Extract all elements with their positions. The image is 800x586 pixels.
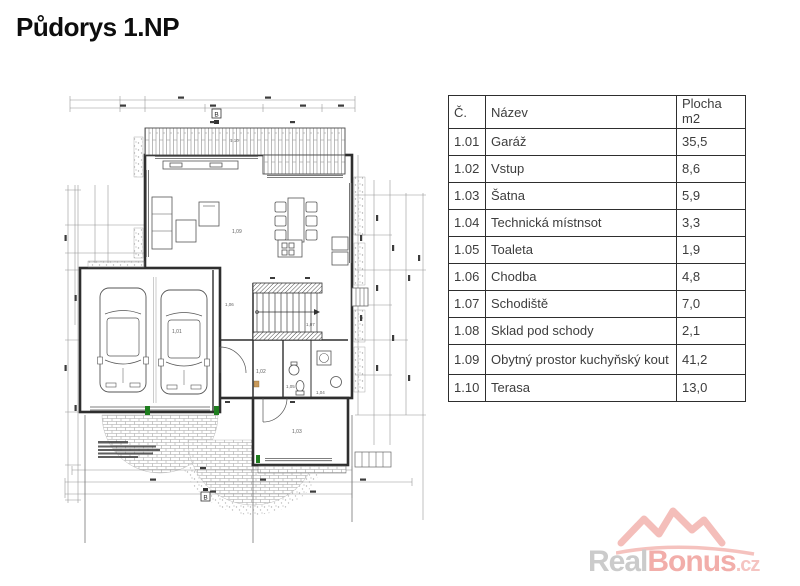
room-label-obytny: 1,09: [232, 229, 242, 235]
table-header-row: [449, 96, 746, 129]
room-label-terasa: 1,10: [230, 138, 239, 143]
watermark: [588, 503, 798, 583]
room-label-technicka: 1,04: [316, 390, 325, 395]
car-right: [159, 290, 210, 394]
room-label-satna: 1,03: [292, 429, 302, 435]
table-row: 1.06 Chodba 4,8: [449, 264, 746, 291]
room-label-schodiste: 1,07: [306, 322, 315, 327]
room-label-toaleta: 1,05: [286, 384, 295, 389]
table-row: 1.08 Sklad pod schody 2,1: [449, 318, 746, 345]
watermark-text: [588, 547, 759, 577]
header-area: Plocha m2: [677, 96, 746, 129]
page-title: Půdorys 1.NP: [16, 12, 180, 42]
kitchen-counter: [253, 283, 322, 293]
header-number: Č.: [449, 96, 486, 129]
entry-mat: [254, 381, 259, 387]
room-label-vstup: 1,02: [256, 369, 266, 375]
table-row: 1.07 Schodiště 7,0: [449, 291, 746, 318]
dining-set: [275, 198, 317, 242]
room-label-garaz: 1,01: [172, 329, 182, 335]
table-row: 1.02 Vstup 8,6: [449, 156, 746, 183]
car-left: [98, 288, 149, 392]
watermark-tld: .cz: [735, 554, 760, 576]
floor-plan: [60, 85, 445, 550]
exterior-steps: [355, 452, 391, 467]
side-entrance: [352, 288, 368, 306]
table-row: 1.04 Technická místnsot 3,3: [449, 210, 746, 237]
svg-text:B: B: [203, 494, 208, 502]
table-row: 1.05 Toaleta 1,9: [449, 237, 746, 264]
watermark-bonus: Bonus: [647, 545, 736, 578]
table-row: 1.09 Obytný prostor kuchyňský kout 41,2: [449, 345, 746, 375]
floor-plan-drawing: [60, 85, 445, 550]
table-row: 1.03 Šatna 5,9: [449, 183, 746, 210]
svg-text:B: B: [214, 111, 219, 119]
table-row: 1.10 Terasa 13,0: [449, 375, 746, 402]
table-row: 1.01 Garáž 35,5: [449, 129, 746, 156]
room-table: [448, 95, 745, 402]
stair-wall: [253, 332, 322, 340]
room-label-chodba: 1,06: [225, 302, 234, 307]
watermark-real: Real: [588, 545, 648, 578]
paving-strip: [258, 466, 346, 473]
header-name: Název: [486, 96, 677, 129]
